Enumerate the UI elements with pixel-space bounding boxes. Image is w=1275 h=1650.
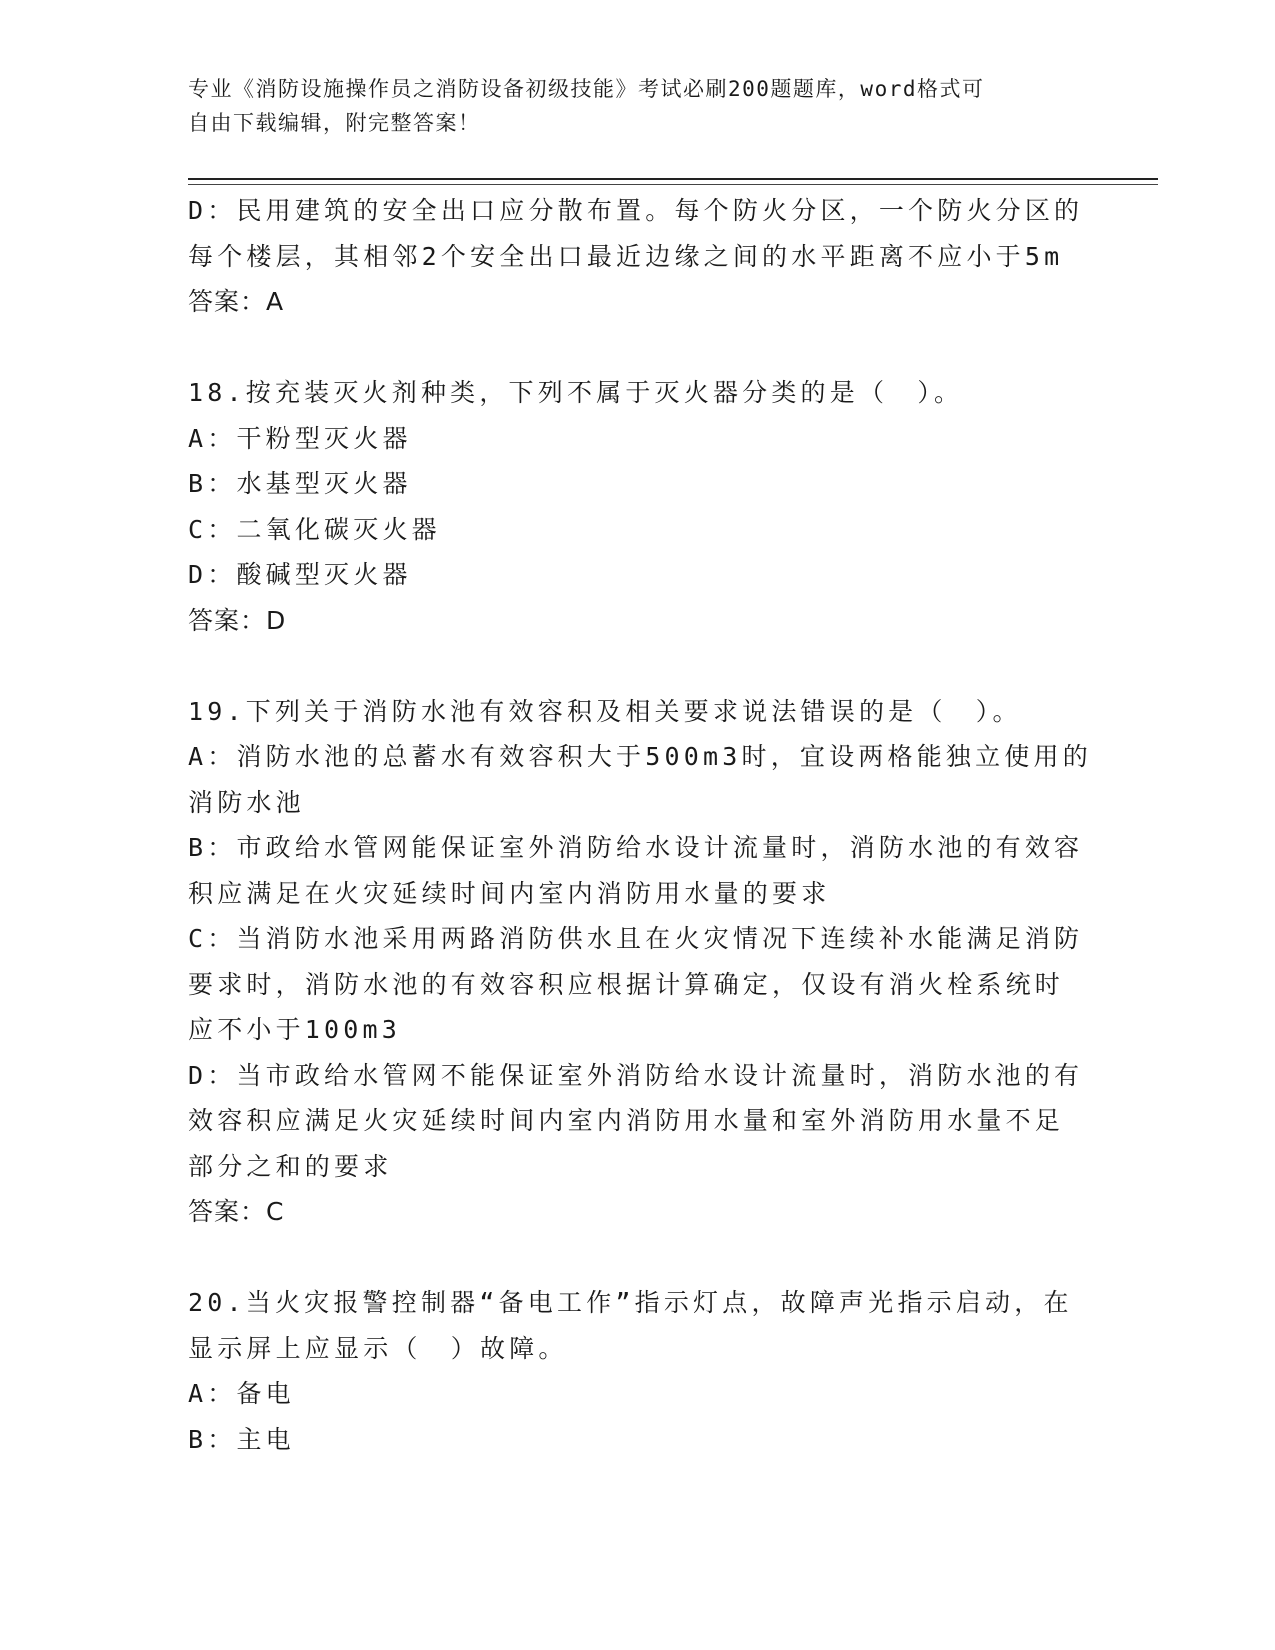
q19-option-c-line-1: C：当消防水池采用两路消防供水且在火灾情况下连续补水能满足消防 bbox=[188, 924, 1084, 953]
q20-stem-line-2: 显示屏上应显示（ ）故障。 bbox=[188, 1333, 568, 1363]
q19-option-b-line-1: B：市政给水管网能保证室外消防给水设计流量时，消防水池的有效容 bbox=[188, 833, 1084, 862]
question-20 bbox=[188, 1280, 1088, 1462]
q18-option-c: C：二氧化碳灭火器 bbox=[188, 514, 441, 544]
q19-option-c-line-3: 应不小于100m3 bbox=[188, 1015, 402, 1044]
q19-answer: 答案：C bbox=[188, 1197, 285, 1226]
question-list bbox=[188, 188, 1092, 1462]
q19-option-c-line-2: 要求时，消防水池的有效容积应根据计算确定，仅设有消火栓系统时 bbox=[188, 969, 1065, 999]
spacer bbox=[188, 643, 1088, 689]
q18-stem: 18.按充装灭火剂种类，下列不属于灭火器分类的是（ ）。 bbox=[188, 378, 964, 407]
q18-option-a: A：干粉型灭火器 bbox=[188, 423, 412, 453]
q19-option-b-line-2: 积应满足在火灾延续时间内室内消防用水量的要求 bbox=[188, 878, 831, 908]
q19-option-d-line-1: D：当市政给水管网不能保证室外消防给水设计流量时，消防水池的有 bbox=[188, 1060, 1084, 1090]
q17-option-d-line-2: 每个楼层，其相邻2个安全出口最近边缘之间的水平距离不应小于5m bbox=[188, 241, 1064, 271]
q19-stem: 19.下列关于消防水池有效容积及相关要求说法错误的是（ ）。 bbox=[188, 696, 1022, 726]
q19-option-d-line-3: 部分之和的要求 bbox=[188, 1151, 393, 1181]
q20-option-b: B：主电 bbox=[188, 1424, 295, 1454]
q17-answer: 答案：A bbox=[188, 287, 285, 316]
header-title-line-1: 专业《消防设施操作员之消防设备初级技能》考试必刷200题题库，word格式可 bbox=[188, 77, 985, 101]
question-18 bbox=[188, 370, 1088, 643]
q17-option-d-line-1: D：民用建筑的安全出口应分散布置。每个防火分区，一个防火分区的 bbox=[188, 196, 1084, 225]
q20-option-a: A：备电 bbox=[188, 1379, 295, 1408]
header-divider-thick bbox=[188, 178, 1158, 180]
header-divider-thin bbox=[188, 184, 1158, 185]
q19-option-a-line-2: 消防水池 bbox=[188, 787, 305, 817]
q18-answer: 答案：D bbox=[188, 605, 287, 635]
spacer bbox=[188, 325, 1088, 371]
spacer bbox=[188, 1235, 1088, 1281]
q18-option-d: D：酸碱型灭火器 bbox=[188, 560, 412, 589]
q18-option-b: B：水基型灭火器 bbox=[188, 469, 412, 498]
question-17-fragment bbox=[188, 188, 1088, 325]
q19-option-d-line-2: 效容积应满足火灾延续时间内室内消防用水量和室外消防用水量不足 bbox=[188, 1106, 1065, 1135]
header-title-line-2: 自由下载编辑，附完整答案！ bbox=[188, 111, 481, 135]
document-header bbox=[188, 72, 1068, 140]
q19-option-a-line-1: A：消防水池的总蓄水有效容积大于500m3时，宜设两格能独立使用的 bbox=[188, 742, 1092, 771]
question-19 bbox=[188, 689, 1092, 1235]
q20-stem-line-1: 20.当火灾报警控制器“备电工作”指示灯点，故障声光指示启动，在 bbox=[188, 1288, 1073, 1317]
